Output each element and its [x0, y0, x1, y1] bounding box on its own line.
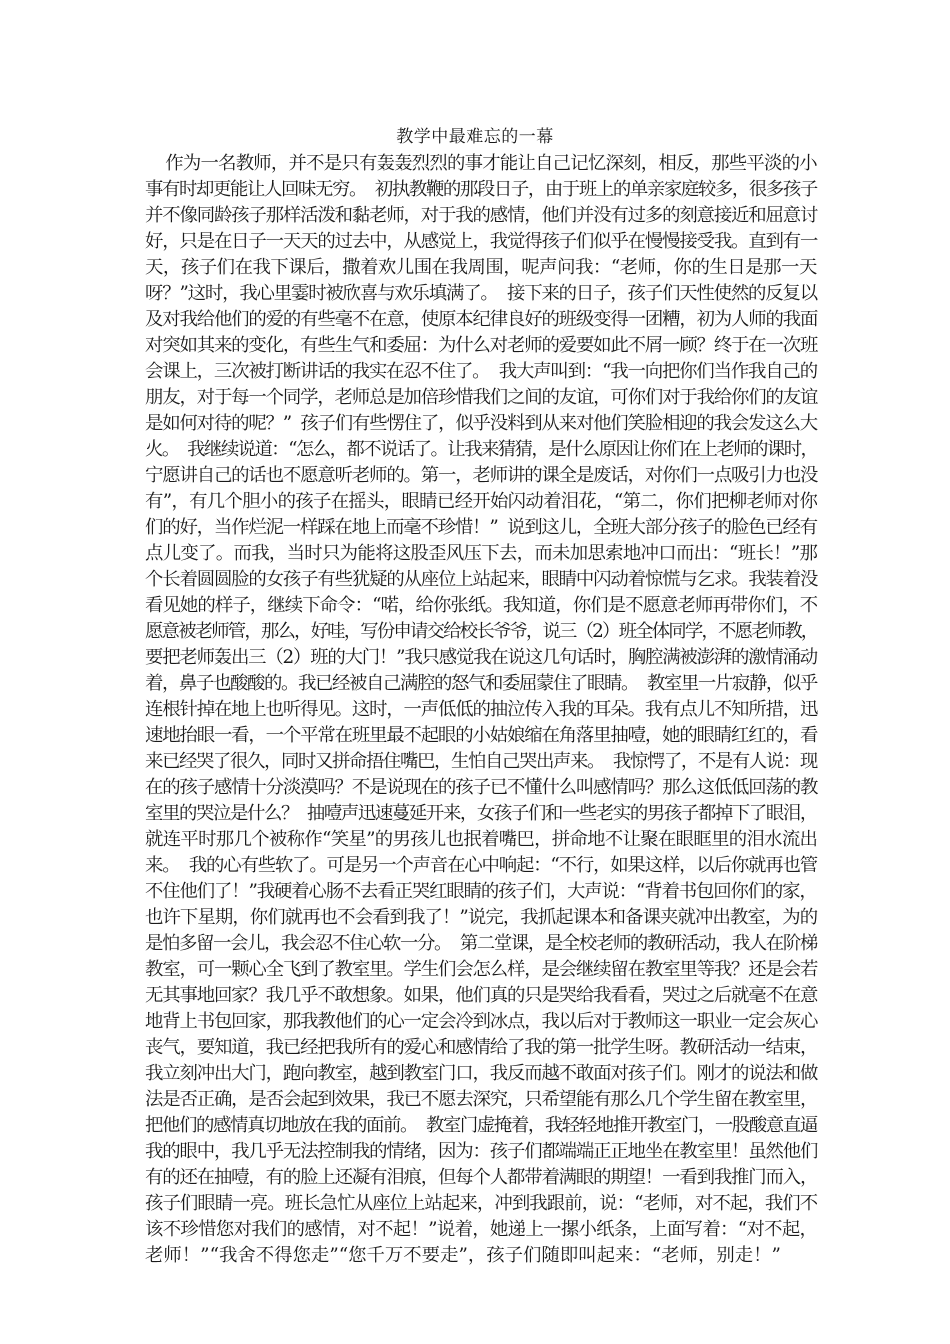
body-text-line: 要把老师轰出三（2）班的大门！”我只感觉我在说这几句话时，胸腔满被澎湃的激情涌动 — [145, 647, 817, 668]
body-text-line: 会课上，三次被打断讲话的我实在忍不住了。 我大声叫到：“我一向把你们当作我自己的 — [145, 361, 817, 382]
body-text-line: 地背上书包回家，那我教他们的心一定会冷到冰点，我以后对于教师这一职业一定会灰心 — [145, 1011, 818, 1032]
body-text-line: 火。 我继续说道：“怎么，都不说话了。让我来猜猜，是什么原因让你们在上老师的课时， — [145, 439, 818, 460]
body-text-line: 在的孩子感情十分淡漠吗？不是说现在的孩子已不懂什么叫感情吗？那么这低低回荡的教 — [145, 777, 818, 798]
body-text-line: 事有时却更能让人回味无穷。 初执教鞭的那段日子，由于班上的单亲家庭较多，很多孩子 — [145, 179, 817, 200]
body-text-line: 不住他们了！”我硬着心肠不去看正哭红眼睛的孩子们，大声说：“背着书包回你们的家， — [145, 881, 817, 902]
body-text-line: 该不珍惜您对我们的感情，对不起！”说着，她递上一摞小纸条，上面写着：“对不起， — [145, 1219, 818, 1240]
body-text-line: 法是否正确，是否会起到效果，我已不愿去深究，只希望能有那么几个学生留在教室里， — [145, 1089, 818, 1110]
body-text-line: 把他们的感情真切地放在我的面前。 教室门虚掩着，我轻轻地推开教室门，一股酸意直逼 — [145, 1115, 817, 1136]
body-text-line: 孩子们眼睛一亮。班长急忙从座位上站起来，冲到我跟前，说：“老师，对不起，我们不 — [145, 1193, 818, 1214]
body-text-line: 好，只是在日子一天天的过去中，从感觉上，我觉得孩子们似乎在慢慢接受我。直到有一 — [145, 231, 818, 252]
body-text-line: 速地抬眼一看，一个平常在班里最不起眼的小姑娘缩在角落里抽噎，她的眼睛红红的，看 — [145, 725, 818, 746]
body-text-line: 老师！”“我舍不得您走”“您千万不要走”，孩子们随即叫起来：“老师，别走！” — [145, 1245, 781, 1266]
body-text-line: 愿意被老师管，那么，好哇，写份申请交给校长爷爷，说三（2）班全体同学，不愿老师教， — [145, 621, 818, 642]
body-text-line: 无其事地回家？我几乎不敢想象。如果，他们真的只是哭给我看看，哭过之后就毫不在意 — [145, 985, 818, 1006]
body-text-line: 天，孩子们在我下课后，撒着欢儿围在我周围，呢声问我：“老师，你的生日是那一天 — [145, 257, 817, 278]
document-body — [145, 151, 817, 1269]
body-text-line: 我立刻冲出大门，跑向教室，越到教室门口，我反而越不敢面对孩子们。刚才的说法和做 — [145, 1063, 818, 1084]
body-text-line: 连根针掉在地上也听得见。这时，一声低低的抽泣传入我的耳朵。我有点儿不知所措，迅 — [145, 699, 818, 720]
body-text-line: 看见她的样子，继续下命令：“喏，给你张纸。我知道，你们是不愿意老师再带你们，不 — [145, 595, 818, 616]
body-text-line: 点儿变了。而我，当时只为能将这股歪风压下去，而未加思索地冲口而出：“班长！”那 — [145, 543, 818, 564]
body-text-line: 室里的哭泣是什么？ 抽噎声迅速蔓延开来，女孩子们和一些老实的男孩子都掉下了眼泪， — [145, 803, 817, 824]
body-text-line: 个长着圆圆脸的女孩子有些犹疑的从座位上站起来，眼睛中闪动着惊慌与乞求。我装着没 — [145, 569, 818, 590]
body-text-line: 呀？”这时，我心里霎时被欣喜与欢乐填满了。 接下来的日子，孩子们天性使然的反复以 — [145, 283, 817, 304]
body-text-line: 对突如其来的变化，有些生气和委屈：为什么对老师的爱要如此不屑一顾？终于在一次班 — [145, 335, 818, 356]
body-text-line: 并不像同龄孩子那样活泼和黏老师，对于我的感情，他们并没有过多的刻意接近和屈意讨 — [145, 205, 818, 226]
body-text-line: 及对我给他们的爱的有些毫不在意，使原本纪律良好的班级变得一团糟，初为人师的我面 — [145, 309, 818, 330]
body-text-line: 教室，可一颗心全飞到了教室里。学生们会怎么样，是会继续留在教室里等我？还是会若 — [145, 959, 818, 980]
body-text-line: 朋友，对于每一个同学，老师总是加倍珍惜我们之间的友谊，可你们对于我给你们的友谊 — [145, 387, 818, 408]
body-text-line: 宁愿讲自己的话也不愿意听老师的。第一，老师讲的课全是废话，对你们一点吸引力也没 — [145, 465, 818, 486]
body-text-line: 有的还在抽噎，有的脸上还凝有泪痕，但每个人都带着满眼的期望！一看到我推门而入， — [145, 1167, 818, 1188]
body-text-line: 来。 我的心有些软了。可是另一个声音在心中响起：“不行，如果这样，以后你就再也管 — [145, 855, 817, 876]
body-text-line: 作为一名教师，并不是只有轰轰烈烈的事才能让自己记忆深刻，相反，那些平淡的小 — [145, 153, 817, 174]
body-text-line: 们的好，当作烂泥一样踩在地上而毫不珍惜！” 说到这儿，全班大部分孩子的脸色已经有 — [145, 517, 817, 538]
body-text-line: 就连平时那几个被称作“笑星”的男孩儿也抿着嘴巴，拼命地不让聚在眼眶里的泪水流出 — [145, 829, 818, 850]
body-text-line: 来已经哭了很久，同时又拼命捂住嘴巴，生怕自己哭出声来。 我惊愕了，不是有人说：现 — [145, 751, 817, 772]
document-title: 教学中最难忘的一幕 — [396, 127, 554, 147]
body-text-line: 是如何对待的呢？” 孩子们有些愣住了，似乎没料到从来对他们笑脸相迎的我会发这么大 — [145, 413, 817, 434]
body-text-line: 着，鼻子也酸酸的。我已经被自己满腔的怒气和委屈蒙住了眼睛。 教室里一片寂静，似乎 — [145, 673, 817, 694]
body-text-line: 我的眼中，我几乎无法控制我的情绪，因为：孩子们都端端正正地坐在教室里！虽然他们 — [145, 1141, 818, 1162]
body-text-line: 也许下星期，你们就再也不会看到我了！”说完，我抓起课本和备课夹就冲出教室，为的 — [145, 907, 818, 928]
body-text-line: 是怕多留一会儿，我会忍不住心软一分。 第二堂课，是全校老师的教研活动，我人在阶梯 — [145, 933, 817, 954]
body-text-line: 有”，有几个胆小的孩子在摇头，眼睛已经开始闪动着泪花，“第二，你们把柳老师对你 — [145, 491, 818, 512]
body-text-line: 丧气，要知道，我已经把我所有的爱心和感情给了我的第一批学生呀。教研活动一结束， — [145, 1037, 818, 1058]
